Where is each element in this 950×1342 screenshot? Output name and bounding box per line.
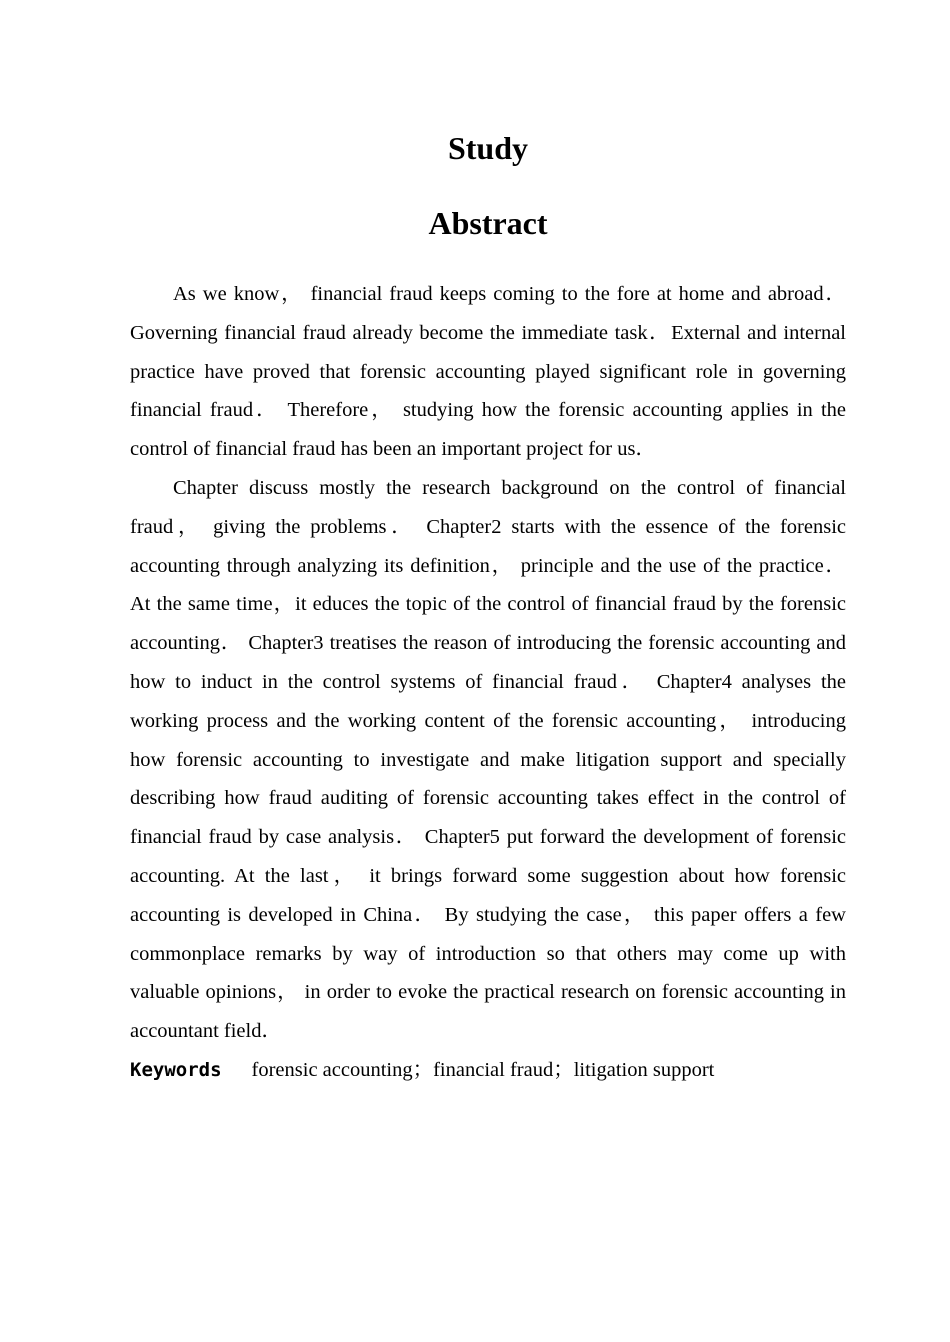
page-title: Study xyxy=(447,130,529,166)
keywords-line xyxy=(130,1051,846,1090)
abstract-body xyxy=(130,275,846,1090)
abstract-heading: Abstract xyxy=(428,205,548,241)
keywords-value: forensic accounting；financial fraud；litigation support xyxy=(251,1058,715,1081)
abstract-paragraph-2: Chapter discuss mostly the research background on the control of financial fraud， giving the problems． Chapter2 starts with the essence of the forensic accounting through analyzing its definition， principle and the use of the practice． At the same time，it educes the topic of the control of financial fraud by the forensic accounting． Chapter3 treatises the reason of introducing the forensic accounting and how to induct in the control systems of financial fraud． Chapter4 analyses the working process and the working content of the forensic accounting， introducing how forensic accounting to investigate and make litigation support and specially describing how fraud auditing of forensic accounting takes effect in the control of financial fraud by case analysis． Chapter5 put forward the development of forensic accounting. At the last， it brings forward some suggestion about how forensic accounting is developed in China． By studying the case， this paper offers a few commonplace remarks by way of introduction so that others may come up with valuable opinions， in order to evoke the practical research on forensic accounting in accountant field． xyxy=(130,476,846,1043)
abstract-paragraph-1: As we know， financial fraud keeps coming to the fore at home and abroad．Governing financial fraud already become the immediate task．External and internal practice have proved that forensic accounting played significant role in governing financial fraud． Therefore， studying how the forensic accounting applies in the control of financial fraud has been an important project for us． xyxy=(130,283,846,461)
keywords-label: Keywords xyxy=(130,1058,222,1081)
